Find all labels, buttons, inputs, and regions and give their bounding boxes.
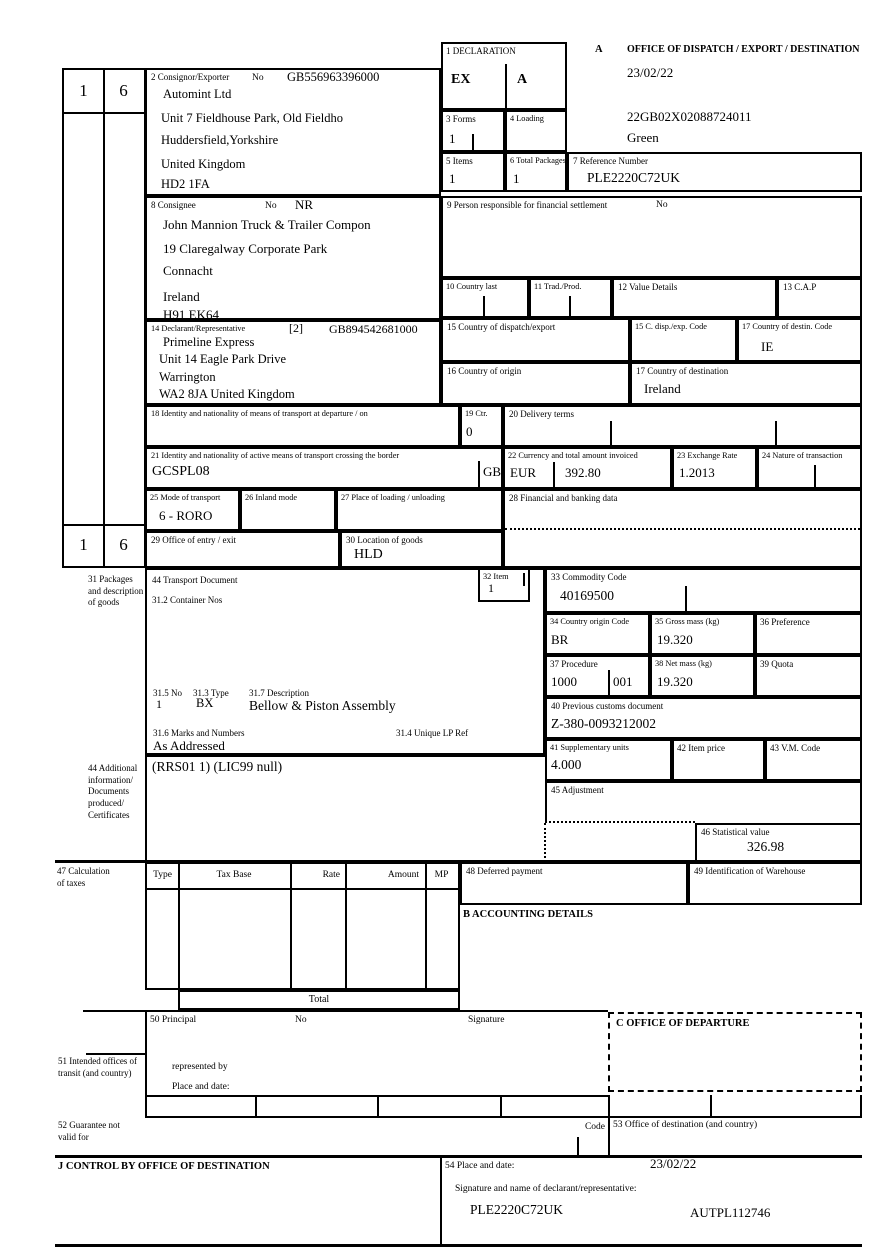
- divider-line: [608, 670, 610, 695]
- divider-line: [860, 1095, 862, 1118]
- exchange-rate: 1.2013: [679, 465, 715, 480]
- box-2-consignor: [145, 68, 441, 196]
- box-7-reference-number: [567, 152, 862, 192]
- forms-count: 1: [449, 131, 456, 146]
- reference-number: PLE2220C72UK: [587, 170, 681, 185]
- divider-line: [145, 1010, 147, 1118]
- box-5-label: 5 Items: [446, 156, 473, 166]
- marks-numbers: As Addressed: [153, 738, 225, 753]
- consignor-name: Automint Ltd: [163, 87, 232, 101]
- copy-indicator-strip: [62, 68, 146, 568]
- box-39-label: 39 Quota: [760, 659, 794, 669]
- items-count: 1: [449, 171, 456, 186]
- consignee-address-2: Connacht: [163, 263, 213, 278]
- box-6-label: 6 Total Packages: [510, 156, 566, 165]
- box-39-quota: [755, 655, 862, 697]
- total-packages: 1: [513, 171, 520, 186]
- box-21-label: 21 Identity and nationality of active means of transport crossing the border: [151, 451, 400, 460]
- box-17c-label: 17 Country of destin. Code: [742, 322, 833, 331]
- box-15c-dispatch-code: [630, 318, 737, 362]
- divider-line: [610, 421, 612, 445]
- box-48-label: 48 Deferred payment: [466, 866, 543, 876]
- box-8-no-label: No: [265, 201, 277, 211]
- box-21-active-transport: [145, 447, 503, 489]
- box-22-label: 22 Currency and total amount invoiced: [508, 451, 638, 460]
- box-10-country-last: [441, 278, 529, 318]
- consignee-address-1: 19 Claregalway Corporate Park: [163, 241, 328, 256]
- box-38-net-mass: [650, 655, 755, 697]
- box-28-label: 28 Financial and banking data: [509, 493, 618, 503]
- divider-line: [255, 1095, 257, 1118]
- previous-document-ref: Z-380-0093212002: [551, 716, 656, 731]
- box-27-place-loading: [336, 489, 503, 531]
- box-26-label: 26 Inland mode: [245, 493, 298, 502]
- box-46-label: 46 Statistical value: [701, 827, 770, 837]
- tax-total-row: Total: [178, 990, 460, 1010]
- divider-line: [472, 134, 474, 150]
- tax-col-mp: MP: [434, 870, 449, 880]
- declarant-address-2: Warrington: [159, 370, 216, 384]
- box-44t-label: 44 Transport Document: [152, 575, 238, 585]
- box-52-label: 52 Guarantee not valid for: [58, 1120, 120, 1142]
- divider-line: [553, 462, 555, 487]
- procedure-code: 1000: [551, 674, 577, 689]
- box-49-label: 49 Identification of Warehouse: [694, 866, 806, 876]
- box-30-label: 30 Location of goods: [346, 535, 423, 545]
- consignor-postcode: HD2 1FA: [161, 177, 210, 191]
- box-43-vm-code: [765, 739, 862, 781]
- routing-status: Green: [627, 130, 659, 145]
- consignor-address-1: Unit 7 Fieldhouse Park, Old Fieldho: [161, 111, 343, 125]
- divider-line: [814, 465, 816, 487]
- box-17-country-destination: [630, 362, 862, 405]
- box-20-label: 20 Delivery terms: [509, 409, 574, 419]
- divider-line: [569, 296, 571, 316]
- box-16-country-origin: [441, 362, 630, 405]
- box-24-nature-transaction: [757, 447, 862, 489]
- box-44-label: 44 Additional information/ Documents produced/ Certificates: [88, 763, 138, 820]
- procedure-code-2: 001: [613, 674, 633, 689]
- box-49-warehouse: [688, 862, 862, 905]
- place-and-date-label: Place and date:: [172, 1082, 230, 1092]
- declarant-eori: GB894542681000: [329, 322, 418, 336]
- box-32-label: 32 Item: [483, 572, 509, 581]
- tax-col-rate: Rate: [322, 870, 340, 880]
- divider-line: [775, 421, 777, 445]
- movement-reference-number: 22GB02X02088724011: [627, 109, 752, 124]
- box-17-label: 17 Country of destination: [636, 366, 729, 376]
- box-42-item-price: [672, 739, 765, 781]
- box-44-additional-info: [145, 755, 545, 862]
- box-23-label: 23 Exchange Rate: [677, 451, 738, 460]
- destination-country-code: IE: [761, 339, 774, 354]
- box-45-adjustment: [545, 781, 862, 823]
- tax-col-amount: Amount: [387, 870, 419, 880]
- commodity-code: 40169500: [560, 588, 614, 603]
- box-30-location-goods: [340, 531, 503, 568]
- divider-line: [608, 1095, 610, 1118]
- box-15-country-dispatch: [441, 318, 630, 362]
- copy-number-right-bottom: 6: [119, 535, 128, 554]
- box-35-label: 35 Gross mass (kg): [655, 617, 720, 626]
- divider-line: [710, 1095, 712, 1118]
- section-c-office-departure: [608, 1012, 862, 1092]
- box-29-office-entry-exit: [145, 531, 340, 568]
- box-14-label: 14 Declarant/Representative: [151, 324, 246, 333]
- item-number: 1: [488, 581, 494, 595]
- declarant-postcode-country: WA2 8JA United Kingdom: [159, 387, 295, 401]
- divider-line: [147, 888, 458, 890]
- box-31-2-label: 31.2 Container Nos: [152, 595, 223, 605]
- box-4-label: 4 Loading: [510, 114, 544, 123]
- box-13-cap: [777, 278, 862, 318]
- box-14-declarant: [145, 320, 441, 405]
- consignor-country: United Kingdom: [161, 157, 246, 171]
- box-54-label: 54 Place and date:: [445, 1161, 515, 1171]
- box-12-label: 12 Value Details: [618, 282, 678, 292]
- consignee-name: John Mannion Truck & Trailer Compon: [163, 217, 371, 232]
- invoice-currency: EUR: [510, 465, 536, 480]
- section-j-control: J CONTROL BY OFFICE OF DESTINATION: [58, 1161, 270, 1172]
- tax-col-type: Type: [153, 870, 172, 880]
- box-36-label: 36 Preference: [760, 617, 810, 627]
- net-mass: 19.320: [657, 674, 693, 689]
- box-3-forms: [441, 110, 505, 152]
- box-18-label: 18 Identity and nationality of means of transport at departure / on: [151, 409, 368, 418]
- divider-line: [86, 1053, 145, 1055]
- declaration-date: 23/02/22: [650, 1156, 697, 1171]
- box-37-procedure: [545, 655, 650, 697]
- box-51-label: 51 Intended offices of transit (and country): [58, 1056, 138, 1078]
- box-37-label: 37 Procedure: [550, 659, 598, 669]
- box-25-mode-transport: [145, 489, 240, 531]
- box-42-label: 42 Item price: [677, 743, 725, 753]
- declaration-copy: A: [517, 72, 528, 87]
- box-17c-destination-code: [737, 318, 862, 362]
- consignor-address-2: Huddersfield,Yorkshire: [161, 133, 279, 147]
- box-34-country-origin-code: [545, 613, 650, 655]
- divider-line: [608, 1118, 610, 1155]
- box-8-consignee: [145, 196, 441, 320]
- dotted-line: [544, 823, 546, 862]
- box-18-transport-departure: [145, 405, 460, 447]
- divider-line: [478, 461, 480, 487]
- divider-line: [83, 1010, 608, 1012]
- box-12-value-details: [612, 278, 777, 318]
- box-48-deferred-payment: [460, 862, 688, 905]
- box-7-label: 7 Reference Number: [573, 156, 648, 166]
- box-31-label: 31 Packages and description of goods: [88, 574, 144, 608]
- divider-line: [64, 112, 144, 114]
- goods-location: HLD: [354, 547, 383, 562]
- box-50-no-label: No: [295, 1015, 307, 1025]
- declarant-name: Primeline Express: [163, 335, 255, 349]
- box-25-label: 25 Mode of transport: [150, 493, 221, 502]
- consignee-country: Ireland: [163, 289, 200, 304]
- section-c-label: C OFFICE OF DEPARTURE: [616, 1018, 750, 1029]
- declarant-reference: PLE2220C72UK: [470, 1202, 564, 1217]
- box-2-label: 2 Consignor/Exporter: [151, 72, 230, 82]
- box-6-total-packages: [505, 152, 567, 192]
- statistical-value: 326.98: [747, 839, 785, 854]
- page-bottom-border: [55, 1244, 862, 1247]
- invoice-amount: 392.80: [565, 465, 601, 480]
- divider-line: [440, 1157, 442, 1245]
- divider-line: [55, 1155, 862, 1158]
- box-23-exchange-rate: [672, 447, 757, 489]
- consignor-eori: GB556963396000: [287, 70, 380, 84]
- divider-line: [377, 1095, 379, 1118]
- consignee-id: NR: [295, 197, 314, 212]
- additional-info-codes: (RRS01 1) (LIC99 null): [152, 759, 283, 774]
- box-20-delivery-terms: [503, 405, 862, 447]
- divider-line: [103, 70, 105, 566]
- gross-mass: 19.320: [657, 632, 693, 647]
- divider-line: [523, 573, 525, 586]
- divider-line: [685, 586, 687, 611]
- box-31-5-label: 31.5 No: [153, 688, 182, 698]
- declaration-type: EX: [451, 72, 471, 87]
- box-32-item: [478, 568, 530, 602]
- copy-number-left-top: 1: [79, 81, 88, 100]
- box-41-supplementary-units: [545, 739, 672, 781]
- copy-number-right-top: 6: [119, 81, 128, 100]
- box-22-currency-amount: [503, 447, 672, 489]
- box-5-items: [441, 152, 505, 192]
- box-45-label: 45 Adjustment: [551, 785, 604, 795]
- box-36-preference: [755, 613, 862, 655]
- tax-table: [145, 862, 460, 990]
- box-43-label: 43 V.M. Code: [770, 743, 821, 753]
- divider-line: [290, 864, 292, 988]
- acceptance-date: 23/02/22: [627, 65, 674, 80]
- authorisation-number: AUTPL112746: [690, 1205, 771, 1220]
- office-a-letter: A: [595, 44, 603, 55]
- box-4-loading: [505, 110, 567, 152]
- divider-line: [505, 64, 507, 108]
- box-53-label: 53 Office of destination (and country): [613, 1120, 758, 1130]
- transport-mode: 6 - RORO: [159, 508, 213, 523]
- box-40-previous-document: [545, 697, 862, 739]
- box-41-label: 41 Supplementary units: [550, 743, 629, 752]
- divider-line: [345, 864, 347, 988]
- supplementary-units: 4.000: [551, 757, 582, 772]
- box-24-label: 24 Nature of transaction: [762, 451, 843, 460]
- office-a-title: OFFICE OF DISPATCH / EXPORT / DESTINATION: [627, 44, 860, 55]
- consignee-postcode: H91 EK64: [163, 307, 219, 322]
- box-3-label: 3 Forms: [446, 114, 476, 124]
- divider-line: [64, 524, 144, 526]
- box-46-statistical-value: [695, 823, 862, 862]
- divider-line: [145, 1116, 862, 1118]
- divider-line: [577, 1137, 579, 1155]
- container-flag: 0: [466, 424, 473, 439]
- box-31-4-label: 31.4 Unique LP Ref: [396, 728, 469, 738]
- box-11-trad-prod: [529, 278, 612, 318]
- box-28-financial-banking: [503, 489, 862, 568]
- box-1-label: 1 DECLARATION: [446, 46, 516, 56]
- box-27-label: 27 Place of loading / unloading: [341, 493, 445, 502]
- transport-identity: GCSPL08: [152, 464, 210, 479]
- box-38-label: 38 Net mass (kg): [655, 659, 712, 668]
- box-29-label: 29 Office of entry / exit: [151, 535, 237, 545]
- origin-country-code: BR: [551, 632, 569, 647]
- package-count: 1: [156, 697, 162, 711]
- divider-line: [425, 864, 427, 988]
- box-35-gross-mass: [650, 613, 755, 655]
- section-b-accounting-details: B ACCOUNTING DETAILS: [463, 909, 593, 920]
- box-19-container: [460, 405, 503, 447]
- box-26-inland-mode: [240, 489, 336, 531]
- box-40-label: 40 Previous customs document: [551, 701, 664, 711]
- box-9-financial-settlement: [441, 196, 862, 278]
- copy-number-left-bottom: 1: [79, 535, 88, 554]
- tax-col-tax-base: Tax Base: [216, 870, 252, 880]
- declarant-address-1: Unit 14 Eagle Park Drive: [159, 352, 287, 366]
- box-10-label: 10 Country last: [446, 282, 498, 291]
- signature-name-label: Signature and name of declarant/representative:: [455, 1184, 637, 1194]
- divider-line: [483, 296, 485, 316]
- divider-line: [500, 1095, 502, 1118]
- box-2-no-label: No: [252, 73, 264, 83]
- code-label: Code: [584, 1122, 605, 1132]
- box-15c-label: 15 C. disp./exp. Code: [635, 322, 707, 331]
- goods-description: Bellow & Piston Assembly: [249, 698, 396, 713]
- box-15-label: 15 Country of dispatch/export: [447, 322, 556, 332]
- box-9-label: 9 Person responsible for financial settlement: [447, 200, 608, 210]
- box-13-label: 13 C.A.P: [783, 282, 817, 292]
- box-11-label: 11 Trad./Prod.: [534, 282, 582, 291]
- dotted-line: [505, 528, 860, 530]
- box-50-signature-label: Signature: [468, 1015, 505, 1025]
- box-33-commodity-code: [545, 568, 862, 613]
- destination-country: Ireland: [644, 381, 681, 396]
- transport-nationality: GB: [483, 464, 502, 479]
- box-33-label: 33 Commodity Code: [551, 572, 627, 582]
- box-1-declaration: [441, 42, 567, 110]
- box-31-7-label: 31.7 Description: [249, 688, 309, 698]
- box-9-no-label: No: [656, 200, 668, 210]
- divider-line: [458, 905, 460, 1010]
- box-16-label: 16 Country of origin: [447, 366, 522, 376]
- package-type: BX: [196, 696, 214, 710]
- box-47-label: 47 Calculation of taxes: [57, 866, 110, 888]
- represented-by-label: represented by: [172, 1062, 228, 1072]
- box-19-label: 19 Ctr.: [465, 409, 488, 418]
- box-31-3-label: 31.3 Type: [193, 688, 229, 698]
- box-31-6-label: 31.6 Marks and Numbers: [153, 728, 245, 738]
- box-34-label: 34 Country origin Code: [550, 617, 630, 626]
- divider-line: [178, 864, 180, 988]
- box-50-label: 50 Principal: [150, 1015, 197, 1025]
- declarant-status-code: [2]: [289, 321, 303, 335]
- box-8-label: 8 Consignee: [151, 200, 196, 210]
